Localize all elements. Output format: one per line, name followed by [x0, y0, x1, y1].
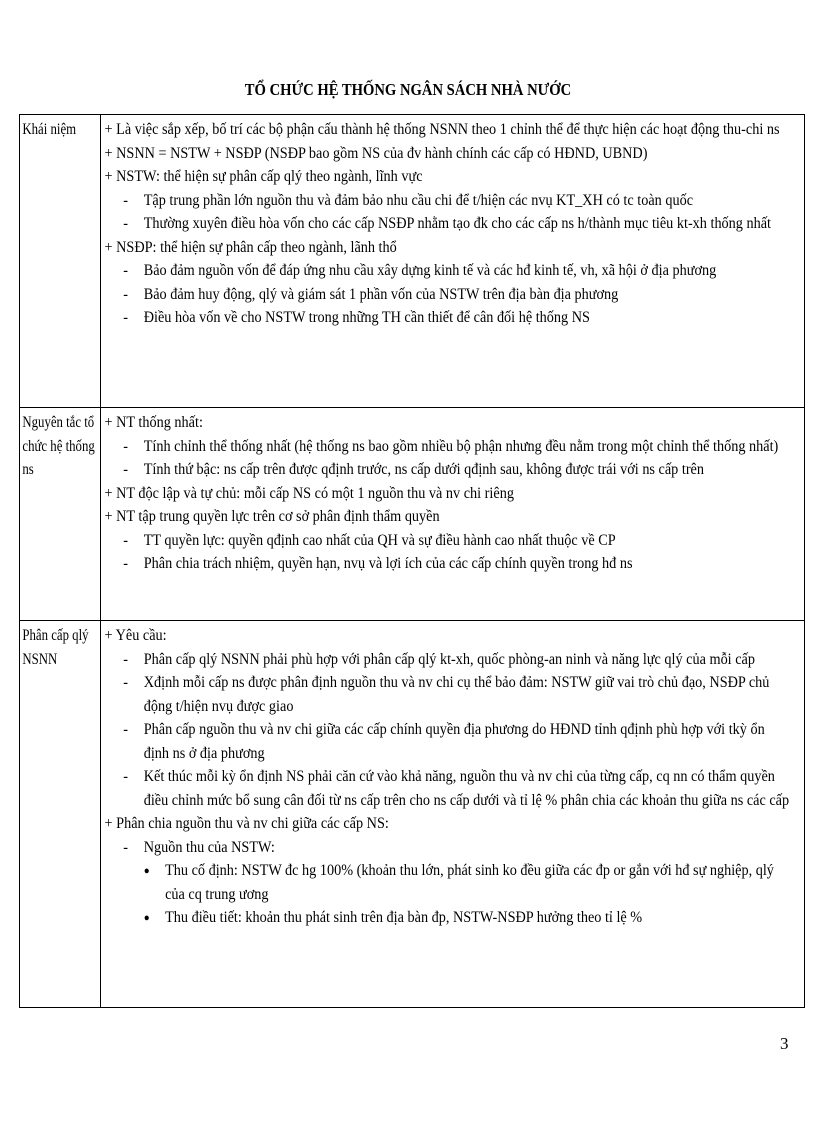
table-row-concept: [20, 115, 805, 408]
dash-bullet-item: - Điều hòa vốn về cho NSTW trong những TH cần thiết để cân đối hệ thống NS: [101, 306, 802, 330]
dash-bullet-item: - TT quyền lực: quyền qđịnh cao nhất của QH và sự điều hành cao nhất thuộc về CP: [101, 529, 802, 553]
content-line: + NT tập trung quyền lực trên cơ sở phân định thẩm quyền: [104, 508, 440, 525]
dash-bullet-item: - Kết thúc mỗi kỳ ổn định NS phải căn cứ vào khả năng, nguồn thu và nv chi của từng cấp, cq nn có thẩm quyền: [101, 765, 802, 789]
page-number: 3: [780, 1034, 789, 1053]
table-row-principles: [20, 408, 805, 621]
dash-bullet-item: - Bảo đảm nguồn vốn để đáp ứng nhu cầu xây dựng kinh tế và các hđ kinh tế, vh, xã hội ở địa phương: [101, 259, 802, 283]
content-line: + Yêu cầu:: [104, 627, 167, 644]
budget-system-table: [19, 114, 805, 1008]
row-label-principles: Nguyên tắc tổ chức hệ thống ns: [22, 414, 95, 478]
dot-bullet-item: ● Thu cố định: NSTW đc hg 100% (khoản thu lớn, phát sinh ko đều giữa các đp or gắn với hđ sự nghiệp, qlý: [101, 859, 802, 883]
row-label-cell: [20, 115, 101, 408]
row-label-decentralization: Phân cấp qlý NSNN: [22, 627, 89, 668]
dash-bullet-item: - Phân cấp qlý NSNN phải phù hợp với phân cấp qlý kt-xh, quốc phòng-an ninh và năng lực qlý của mỗi cấp: [101, 648, 802, 672]
content-line: + NSTW: thể hiện sự phân cấp qlý theo ngành, lĩnh vực: [104, 168, 423, 185]
content-line: + NSĐP: thể hiện sự phân cấp theo ngành, lãnh thổ: [104, 238, 397, 256]
dash-bullet-item: - Thường xuyên điều hòa vốn cho các cấp NSĐP nhằm tạo đk cho các cấp ns h/thành mục tiêu kt-xh thống nhất: [101, 212, 802, 236]
row-label-cell: [20, 621, 101, 1008]
content-line: + NT độc lập và tự chủ: mỗi cấp NS có một 1 nguồn thu và nv chi riêng: [104, 484, 514, 502]
dash-bullet-continuation: động t/hiện nvụ được giao: [143, 697, 294, 715]
dot-bullet-item: ● Thu điều tiết: khoản thu phát sinh trên địa bàn đp, NSTW-NSĐP hưởng theo tỉ lệ %: [101, 906, 802, 930]
row-content-cell: [101, 621, 805, 1008]
dash-bullet-item: - Xđịnh mỗi cấp ns được phân định nguồn thu và nv chi cụ thể bảo đảm: NSTW giữ vai trò chủ đạo, NSĐP chủ: [101, 671, 802, 695]
dash-bullet-continuation: định ns ở địa phương: [143, 744, 265, 762]
content-line: + Phân chia nguồn thu và nv chi giữa các cấp NS:: [104, 815, 389, 832]
row-label-concept: Khái niệm: [22, 121, 77, 138]
dot-bullet-continuation: của cq trung ương: [165, 885, 269, 903]
dash-bullet-continuation: điều chỉnh mức bổ sung cân đối từ ns cấp trên cho ns cấp dưới và tỉ lệ % phân chia các khoản thu giữa ns các cấp: [143, 791, 790, 809]
content-line: + NT thống nhất:: [104, 414, 203, 431]
table-row-decentralization: [20, 621, 805, 1008]
dash-bullet-item: - Phân chia trách nhiệm, quyền hạn, nvụ và lợi ích của các cấp chính quyền trong hđ ns: [101, 552, 802, 576]
dash-bullet-item: - Tính thứ bậc: ns cấp trên được qđịnh trước, ns cấp dưới qđịnh sau, không được trái với ns cấp trên: [101, 458, 802, 482]
dash-bullet-item: - Tập trung phần lớn nguồn thu và đảm bảo nhu cầu chi để t/hiện các nvụ KT_XH có tc toàn quốc: [101, 189, 802, 213]
row-label-cell: [20, 408, 101, 621]
document-title: TỔ CHỨC HỆ THỐNG NGÂN SÁCH NHÀ NƯỚC: [244, 80, 572, 99]
dash-bullet-item: - Tính chỉnh thể thống nhất (hệ thống ns bao gồm nhiều bộ phận nhưng đều nằm trong một chỉnh thể thống nhất): [101, 435, 802, 459]
row-content-cell: [101, 115, 805, 408]
dash-bullet-item: - Bảo đảm huy động, qlý và giám sát 1 phần vốn của NSTW trên địa bàn địa phương: [101, 283, 802, 307]
row-content-cell: [101, 408, 805, 621]
content-line: + NSNN = NSTW + NSĐP (NSĐP bao gồm NS của đv hành chính các cấp có HĐND, UBND): [104, 144, 648, 162]
dash-bullet-item: - Nguồn thu của NSTW:: [101, 836, 802, 860]
content-line: + Là việc sắp xếp, bố trí các bộ phận cấu thành hệ thống NSNN theo 1 chỉnh thể để thực hiện các hoạt động thu-chi ns: [104, 121, 780, 138]
dash-bullet-item: - Phân cấp nguồn thu và nv chi giữa các cấp chính quyền địa phương do HĐND tỉnh qđịnh phù hợp với tkỳ ổn: [101, 718, 802, 742]
